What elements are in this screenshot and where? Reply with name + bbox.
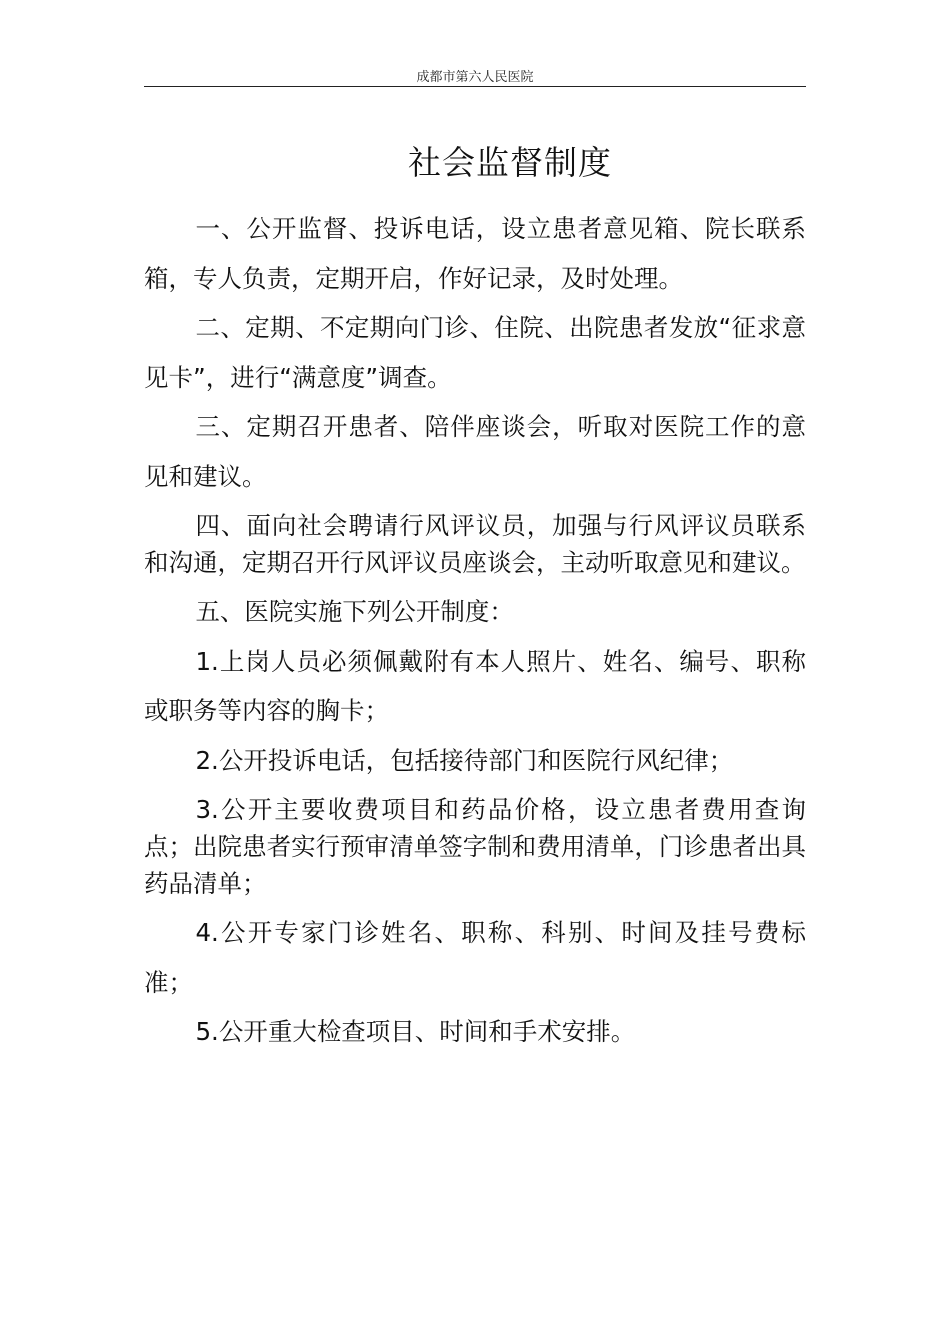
- paragraph-1: 一、公开监督、投诉电话，设立患者意见箱、院长联系箱，专人负责，定期开启，作好记录，及时处理。: [144, 214, 806, 293]
- paragraph-2: 二、定期、不定期向门诊、住院、出院患者发放“征求意见卡”，进行“满意度”调查。: [144, 313, 806, 392]
- paragraph-5: 五、医院实施下列公开制度：: [195, 597, 514, 626]
- paragraph-3: 三、定期召开患者、陪伴座谈会，听取对医院工作的意见和建议。: [144, 412, 806, 491]
- list-item-2: 2.公开投诉电话，包括接待部门和医院行风纪律；: [195, 745, 734, 775]
- list-item-1: 1.上岗人员必须佩戴附有本人照片、姓名、编号、职称或职务等内容的胸卡；: [144, 646, 806, 725]
- list-item-5: 5.公开重大检查项目、时间和手术安排。: [195, 1017, 636, 1046]
- paragraph-4: 四、面向社会聘请行风评议员，加强与行风评议员联系和沟通，定期召开行风评议员座谈会，主动听取意见和建议。: [144, 511, 806, 577]
- list-item-4: 4.公开专家门诊姓名、职称、科别、时间及挂号费标准；: [144, 918, 806, 997]
- document-title: 社会监督制度: [408, 143, 612, 182]
- page-header: [144, 66, 806, 87]
- list-item-3: 3.公开主要收费项目和药品价格，设立患者费用查询点；出院患者实行预审清单签字制和费用清单，门诊患者出具药品清单；: [144, 795, 806, 898]
- hospital-name: 成都市第六人民医院: [416, 70, 534, 85]
- document-body: [144, 204, 806, 1057]
